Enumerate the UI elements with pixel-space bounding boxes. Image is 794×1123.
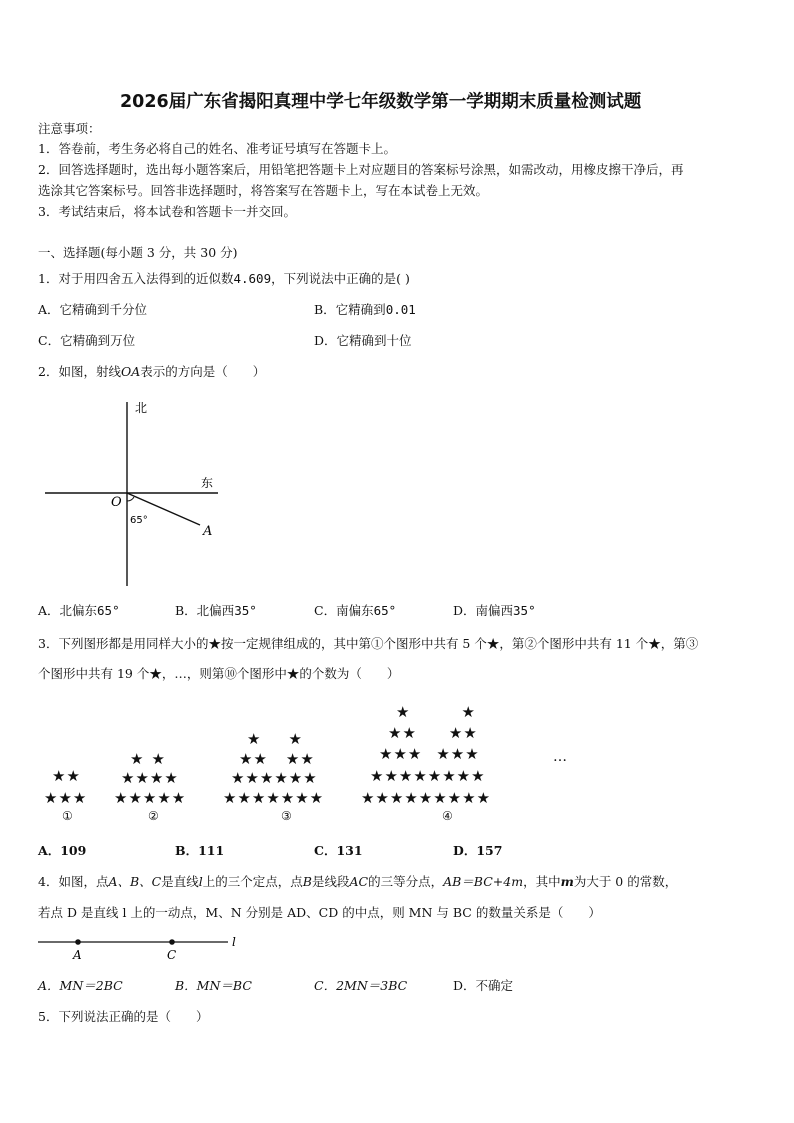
q1-option-d: D．它精确到十位 xyxy=(314,333,412,348)
q2-option-c xyxy=(314,603,396,619)
q3-option-b: B．111 xyxy=(175,843,225,858)
q4-text-e: 的三等分点， xyxy=(368,874,444,889)
q3-option-d: D．157 xyxy=(453,843,503,858)
star-row: ★★ xyxy=(247,730,330,748)
star-row: ★★ xyxy=(52,767,81,785)
question-3-line-2: 个图形中共有 19 个★，…，则第⑩个图形中★的个数为（ ） xyxy=(38,666,400,681)
q1-option-b xyxy=(314,302,416,318)
q2-option-c-text: C．南偏东 xyxy=(314,603,374,618)
point-a-label: A xyxy=(203,524,213,539)
q2-option-c-number: 65° xyxy=(373,603,397,618)
q2-stem-b: 表示的方向是（ ） xyxy=(140,364,266,379)
notice-heading: 注意事项： xyxy=(38,121,101,136)
q3-option-c: C．131 xyxy=(314,843,363,858)
star-row: ★★★★★★ xyxy=(231,769,318,787)
star-row: ★★★ xyxy=(44,789,88,807)
q1-stem-b: ，下列说法中正确的是( ) xyxy=(271,271,410,286)
star-row: ★★★★★★★★ xyxy=(370,767,486,785)
notice-item-1: 1．答卷前，考生务必将自己的姓名、准考证号填写在答题卡上。 xyxy=(38,141,396,156)
q2-option-a-text: A．北偏东 xyxy=(38,603,98,618)
notice-item-2-cont: 选涂其它答案标号。回答非选择题时，将答案写在答题卡上，写在本试卷上无效。 xyxy=(38,183,489,198)
star-row: ★★ xyxy=(396,703,527,721)
q2-option-b-number: 35° xyxy=(234,603,257,618)
q1-option-a: A．它精确到千分位 xyxy=(38,302,148,317)
q4-text-g: 为大于 0 的常数， xyxy=(573,874,678,889)
q4-points: A、B、C xyxy=(108,874,162,889)
question-1-stem xyxy=(38,271,410,287)
star-row: ★★ ★★ xyxy=(239,750,315,768)
q3-option-a: A．109 xyxy=(38,843,87,858)
star-row: ★★★★ xyxy=(121,769,179,787)
north-label: 北 xyxy=(135,401,148,415)
figure-label-3: ③ xyxy=(281,809,292,823)
page-title: 2026届广东省揭阳真理中学七年级数学第一学期期末质量检测试题 xyxy=(120,92,642,112)
q1-option-b-text: B．它精确到 xyxy=(314,302,386,317)
q4-option-a: A．MN＝2BC xyxy=(38,978,123,993)
q4-text-b: 是直线 xyxy=(161,874,199,889)
q2-option-a xyxy=(38,603,120,619)
q2-option-b-text: B．北偏西 xyxy=(175,603,235,618)
star-row: ★★★★★ xyxy=(114,789,187,807)
notice-item-2: 2．回答选择题时，选出每小题答案后，用铅笔把答题卡上对应题目的答案标号涂黑，如需改动，用橡皮擦干净后，再 xyxy=(38,162,684,177)
q4-point-b: B xyxy=(302,874,312,889)
east-label: 东 xyxy=(201,476,214,490)
q4-option-b: B．MN＝BC xyxy=(175,978,252,993)
q1-stem-a: 1．对于用四舍五入法得到的近似数 xyxy=(38,271,234,286)
q2-option-d xyxy=(453,603,536,619)
q2-option-a-number: 65° xyxy=(97,603,120,618)
q2-option-b xyxy=(175,603,257,619)
line-diagram xyxy=(36,930,246,964)
origin-label: O xyxy=(111,495,122,510)
q2-option-d-number: 35° xyxy=(513,603,536,618)
star-row: ★★ ★★ xyxy=(388,724,478,742)
figure-label-1: ① xyxy=(62,809,73,823)
q1-option-c: C．它精确到万位 xyxy=(38,333,136,348)
q2-ray-label: OA xyxy=(120,364,141,379)
line-point-c: C xyxy=(167,948,177,962)
q1-option-b-number: 0.01 xyxy=(385,302,416,317)
q4-text-f: ，其中 xyxy=(523,874,561,889)
question-5-stem: 5．下列说法正确的是（ ） xyxy=(38,1009,209,1024)
q4-option-d: D．不确定 xyxy=(453,978,514,993)
q4-text-a: 4．如图，点 xyxy=(38,874,109,889)
q4-text-d: 是线段 xyxy=(311,874,350,889)
q2-stem-a: 2．如图，射线 xyxy=(38,364,121,379)
q4-line-l: l xyxy=(198,874,203,889)
q4-text-c: 上的三个定点，点 xyxy=(202,874,303,889)
angle-label: 65° xyxy=(130,515,148,526)
q2-option-d-text: D．南偏西 xyxy=(453,603,514,618)
question-3-line-1: 3．下列图形都是用同样大小的★按一定规律组成的，其中第①个图形中共有 5 个★，第②个图形中共有 11 个★，第③ xyxy=(38,636,699,651)
star-ellipsis: … xyxy=(553,749,567,765)
question-4-line-1 xyxy=(38,874,677,890)
star-row: ★★★ ★★★ xyxy=(379,745,480,763)
direction-diagram xyxy=(40,398,230,590)
star-row: ★★★★★★★ xyxy=(223,789,325,807)
notice-item-3: 3．考试结束后，将本试卷和答题卡一并交回。 xyxy=(38,204,296,219)
star-row: ★★★★★★★★★ xyxy=(361,789,492,807)
q1-number: 4.609 xyxy=(233,271,272,286)
line-point-a: A xyxy=(73,948,82,962)
line-label-l: l xyxy=(232,935,236,949)
figure-label-4: ④ xyxy=(442,809,453,823)
section-heading: 一、选择题(每小题 3 分，共 30 分) xyxy=(38,245,238,260)
q4-equation: AB＝BC+4m xyxy=(443,874,524,889)
question-4-line-2: 若点 D 是直线 l 上的一动点，M、N 分别是 AD、CD 的中点，则 MN 与 BC 的数量关系是（ ） xyxy=(38,905,601,920)
figure-label-2: ② xyxy=(148,809,159,823)
star-row: ★★ xyxy=(130,750,173,768)
q4-option-c: C．2MN＝3BC xyxy=(314,978,408,993)
question-2-stem xyxy=(38,364,265,380)
q4-m: m xyxy=(560,874,574,889)
q4-segment-ac: AC xyxy=(349,874,369,889)
